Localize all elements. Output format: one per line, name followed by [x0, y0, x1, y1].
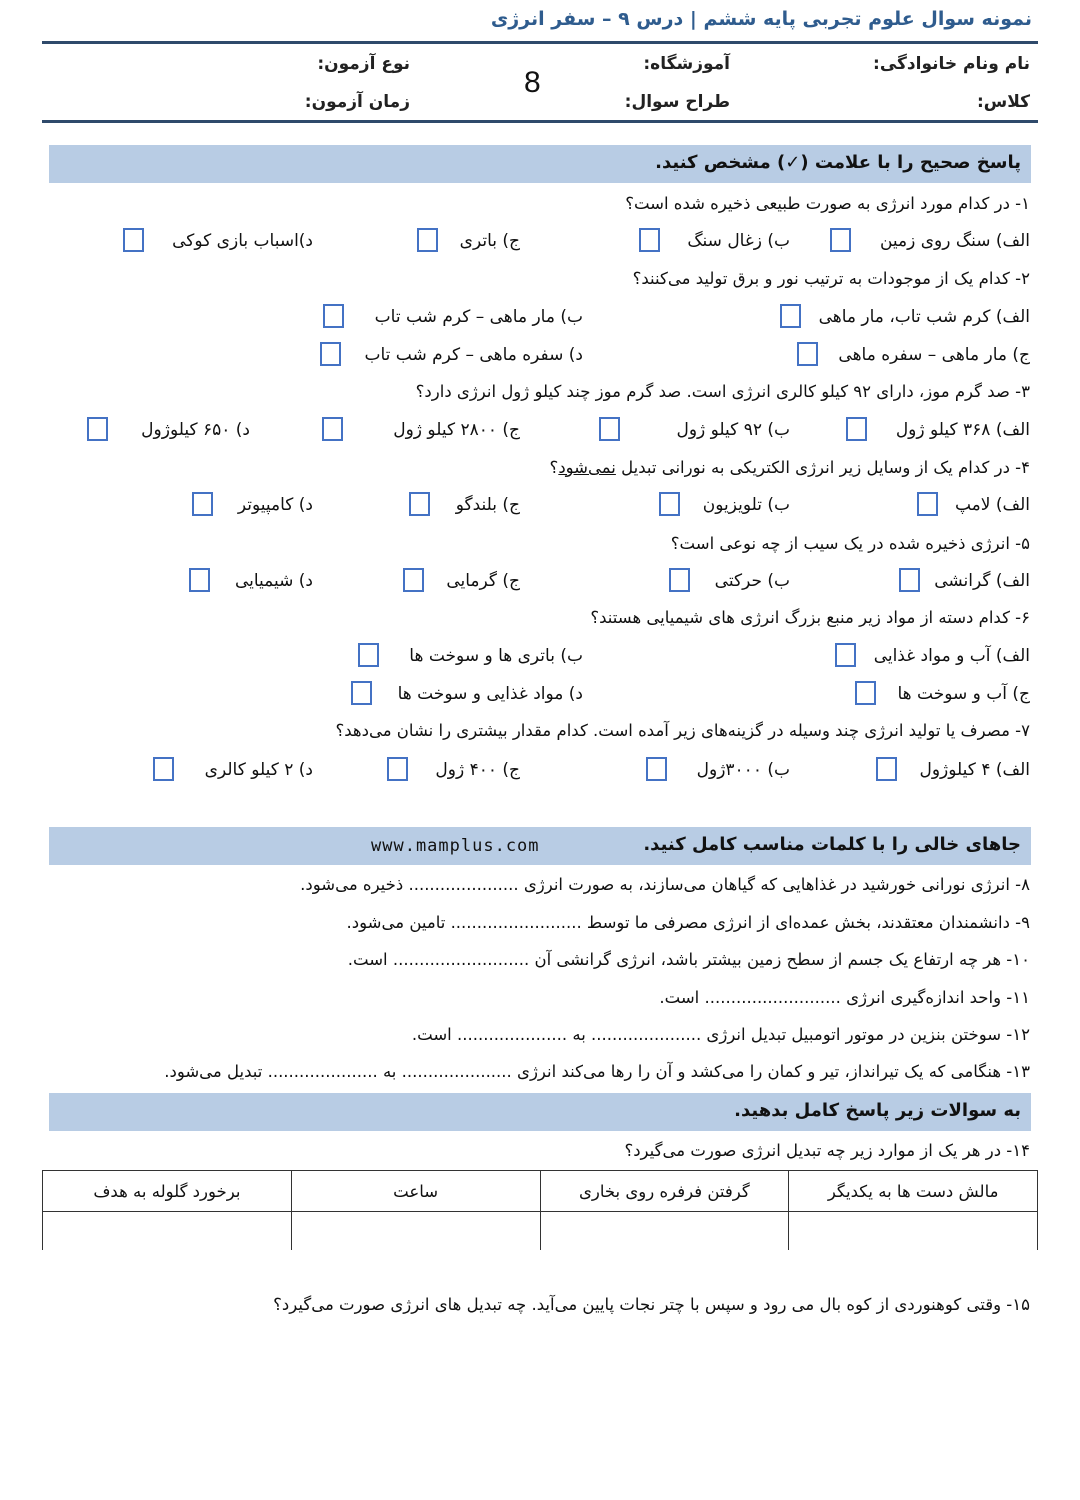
fill-item-13: ۱۳- هنگامی که یک تیرانداز، تیر و کمان را می‌کشد و آن را رها می‌کند انرژی ..................... به ..................... تبدیل می‌شود. [164, 1062, 1030, 1081]
q7-option-c: ج) ۴۰۰ ژول [435, 760, 520, 780]
question-5: ۵- انرژی ذخیره شده در یک سیب از چه نوعی است؟ [670, 534, 1030, 553]
q1-checkbox-b[interactable] [639, 228, 660, 252]
q4-option-c: ج) بلندگو [455, 495, 520, 515]
section3-banner [49, 1093, 1031, 1131]
q1-option-b: ب) زغال سنگ [687, 231, 790, 251]
exam-title: نمونه سوال علوم تجربی پایه ششم | درس ۹ – سفر انرژی [490, 8, 1032, 30]
header-rule-top [42, 41, 1038, 44]
question-7: ۷- مصرف یا تولید انرژی چند وسیله در گزینه‌های زیر آمده است. کدام مقدار بیشتری را نشان می‌دهد؟ [335, 721, 1030, 740]
q6-option-d: د) مواد غذایی و سوخت ها [397, 684, 583, 704]
q3-checkbox-b[interactable] [599, 417, 620, 441]
question-4-end: ؟ [549, 458, 559, 477]
table-header-cell: ساعت [291, 1171, 540, 1212]
section2-title: جاهای خالی را با کلمات مناسب کامل کنید. [643, 834, 1021, 855]
question-6: ۶- کدام دسته از مواد زیر منبع بزرگ انرژی های شیمیایی هستند؟ [590, 608, 1030, 627]
q3-option-a: الف) ۳۶۸ کیلو ژول [895, 420, 1030, 440]
table-header-cell: گرفتن فرفره روی بخاری [540, 1171, 789, 1212]
section1-title: پاسخ صحیح را با علامت (✓) مشخص کنید. [655, 152, 1021, 173]
question-1: ۱- در کدام مورد انرژی به صورت طبیعی ذخیره شده است؟ [625, 194, 1030, 213]
question-4-emphasis: نمی‌شود [558, 458, 616, 477]
q7-checkbox-b[interactable] [646, 757, 667, 781]
exam-time-label: زمان آزمون: [304, 92, 410, 112]
section2-banner [49, 827, 1031, 865]
section3-title: به سوالات زیر پاسخ کامل بدهید. [734, 1100, 1021, 1121]
fill-item-8: ۸- انرژی نورانی خورشید در غذاهایی که گیاهان می‌سازند، به صورت انرژی ..................... ذخیره می‌شود. [300, 875, 1030, 894]
q2-option-d: د) سفره ماهی – کرم شب تاب [364, 345, 583, 365]
q7-checkbox-c[interactable] [387, 757, 408, 781]
q2-checkbox-b[interactable] [323, 304, 344, 328]
q6-checkbox-d[interactable] [351, 681, 372, 705]
q1-checkbox-c[interactable] [417, 228, 438, 252]
q6-option-a: الف) آب و مواد غذایی [873, 646, 1030, 666]
q3-option-c: ج) ۲۸۰۰ کیلو ژول [393, 420, 520, 440]
q7-option-b: ب) ۳۰۰۰ژول [696, 760, 790, 780]
handwritten-mark: 8 [524, 66, 541, 99]
q4-checkbox-c[interactable] [409, 492, 430, 516]
q5-option-b: ب) حرکتی [714, 571, 790, 591]
designer-label: طراح سوال: [624, 92, 730, 112]
question-4 [550, 457, 1030, 479]
q5-checkbox-a[interactable] [899, 568, 920, 592]
q2-checkbox-d[interactable] [320, 342, 341, 366]
q6-checkbox-b[interactable] [358, 643, 379, 667]
question-4-text: ۴- در کدام یک از وسایل زیر انرژی الکتریکی به نورانی تبدیل [615, 458, 1030, 477]
section1-banner [49, 145, 1031, 183]
q4-checkbox-d[interactable] [192, 492, 213, 516]
answer-cell[interactable] [291, 1212, 540, 1251]
q7-checkbox-a[interactable] [876, 757, 897, 781]
q2-checkbox-a[interactable] [780, 304, 801, 328]
answer-cell[interactable] [540, 1212, 789, 1251]
table-answer-row [43, 1212, 1038, 1251]
q6-option-b: ب) باتری ها و سوخت ها [409, 646, 583, 666]
class-label: کلاس: [976, 92, 1030, 112]
website-url: www.mamplus.com [371, 836, 540, 856]
q4-checkbox-a[interactable] [917, 492, 938, 516]
q1-option-a: الف) سنگ روی زمین [879, 231, 1030, 251]
q3-checkbox-d[interactable] [87, 417, 108, 441]
school-label: آموزشگاه: [643, 54, 730, 74]
q2-option-c: ج) مار ماهی – سفره ماهی [838, 345, 1030, 365]
fill-item-12: ۱۲- سوختن بنزین در موتور اتومبیل تبدیل انرژی ..................... به ..................... است. [411, 1025, 1030, 1044]
q5-option-a: الف) گرانشی [934, 571, 1030, 591]
q4-option-a: الف) لامپ [954, 495, 1030, 515]
energy-conversion-table [42, 1170, 1038, 1250]
fill-item-9: ۹- دانشمندان معتقدند، بخش عمده‌ای از انرژی مصرفی ما توسط ......................... تامین می‌شود. [346, 913, 1030, 932]
question-15: ۱۵- وقتی کوهنوردی از کوه بال می رود و سپس با چتر نجات پایین می‌آید. چه تبدیل های انرژی صورت می‌گیرد؟ [273, 1295, 1030, 1314]
q4-option-b: ب) تلویزیون [702, 495, 790, 515]
q1-option-c: ج) باتری [459, 231, 520, 251]
answer-cell[interactable] [43, 1212, 292, 1251]
q3-option-b: ب) ۹۲ کیلو ژول [676, 420, 790, 440]
question-2: ۲- کدام یک از موجودات به ترتیب نور و برق تولید می‌کنند؟ [632, 269, 1030, 288]
q7-checkbox-d[interactable] [153, 757, 174, 781]
q5-checkbox-b[interactable] [669, 568, 690, 592]
q7-option-d: د) ۲ کیلو کالری [204, 760, 313, 780]
q3-option-d: د) ۶۵۰ کیلوژول [141, 420, 250, 440]
table-header-cell: مالش دست ها به یکدیگر [789, 1171, 1038, 1212]
q3-checkbox-c[interactable] [322, 417, 343, 441]
fill-item-11: ۱۱- واحد اندازه‌گیری انرژی .......................... است. [659, 988, 1030, 1007]
question-14: ۱۴- در هر یک از موارد زیر چه تبدیل انرژی صورت می‌گیرد؟ [624, 1141, 1030, 1160]
question-3: ۳- صد گرم موز، دارای ۹۲ کیلو کالری انرژی است. صد گرم موز چند کیلو ژول انرژی دارد؟ [415, 382, 1030, 401]
q5-checkbox-d[interactable] [189, 568, 210, 592]
name-label: نام ونام خانوادگی: [873, 54, 1030, 74]
fill-item-10: ۱۰- هر چه ارتفاع یک جسم از سطح زمین بیشتر باشد، انرژی گرانشی آن .......................... است. [347, 950, 1030, 969]
exam-type-label: نوع آزمون: [317, 54, 410, 74]
table-header-row [43, 1171, 1038, 1212]
q7-option-a: الف) ۴ کیلوژول [919, 760, 1030, 780]
q1-option-d: د)اسباب بازی کوکی [172, 231, 313, 251]
q3-checkbox-a[interactable] [846, 417, 867, 441]
q6-option-c: ج) آب و سوخت ها [897, 684, 1030, 704]
q2-checkbox-c[interactable] [797, 342, 818, 366]
header-rule-bottom [42, 120, 1038, 123]
q4-checkbox-b[interactable] [659, 492, 680, 516]
q2-option-a: الف) کرم شب تاب، مار ماهی [818, 307, 1030, 327]
answer-cell[interactable] [789, 1212, 1038, 1251]
q6-checkbox-a[interactable] [835, 643, 856, 667]
q5-checkbox-c[interactable] [403, 568, 424, 592]
table-header-cell: برخورد گلوله به هدف [43, 1171, 292, 1212]
q1-checkbox-d[interactable] [123, 228, 144, 252]
q4-option-d: د) کامپیوتر [237, 495, 313, 515]
q2-option-b: ب) مار ماهی – کرم شب تاب [374, 307, 583, 327]
q5-option-c: ج) گرمایی [446, 571, 520, 591]
q1-checkbox-a[interactable] [830, 228, 851, 252]
q6-checkbox-c[interactable] [855, 681, 876, 705]
q5-option-d: د) شیمیایی [234, 571, 313, 591]
